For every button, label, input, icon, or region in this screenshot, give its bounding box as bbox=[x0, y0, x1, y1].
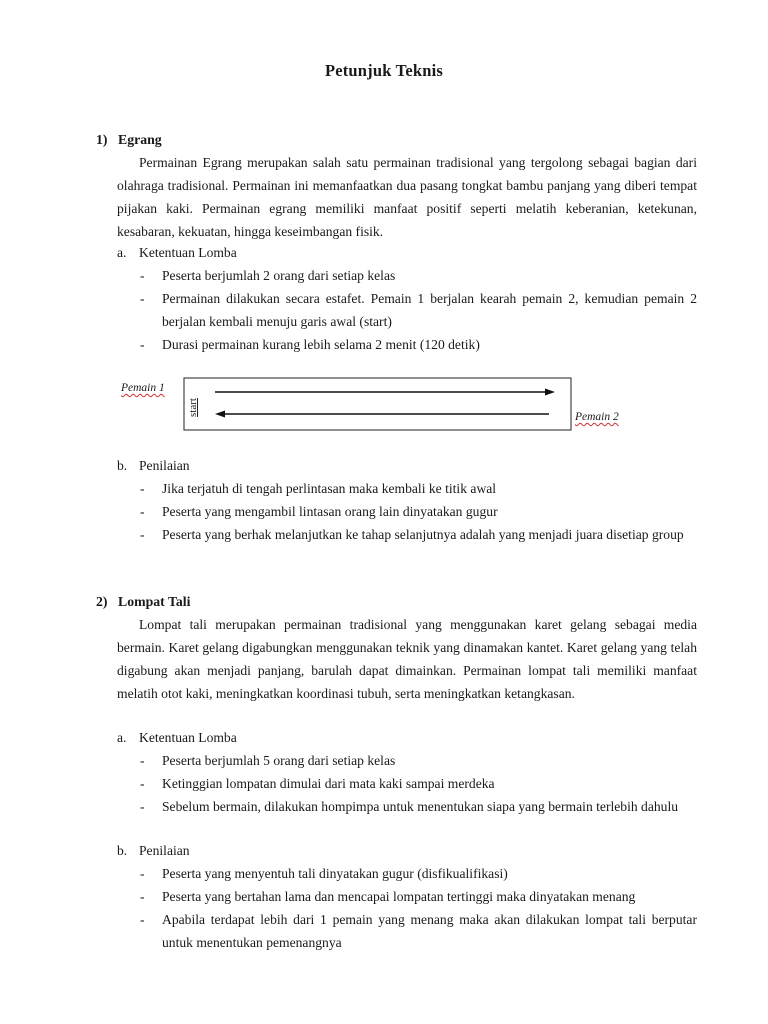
list-item-text: Ketinggian lompatan dimulai dari mata kaki sampai merdeka bbox=[162, 776, 495, 791]
list-item bbox=[140, 523, 697, 546]
section-paragraph: Lompat tali merupakan permainan tradisional yang menggunakan karet gelang sebagai media bermain. Karet gelang digabungkan menggunakan teknik yang dinamakan kantet. Karet gelang yang telah digabung akan menjadi panjang, barulah dapat dimainkan. Permainan lompat tali memiliki manfaat melatih otot kaki, meningkatkan koordinasi tubuh, serta meningkatkan ketangkasan. bbox=[117, 617, 697, 701]
player-1-text: Pemain 1 bbox=[121, 382, 165, 394]
bullet-dash: - bbox=[140, 866, 145, 881]
list-item bbox=[140, 264, 697, 287]
player-2-label bbox=[575, 411, 619, 423]
bullet-dash: - bbox=[140, 776, 145, 791]
subsection-penilaian bbox=[117, 458, 190, 474]
subsection-title: Ketentuan Lomba bbox=[139, 245, 237, 260]
list-item-text: Apabila terdapat lebih dari 1 pemain yang menang maka akan dilakukan lompat tali berputar untuk menentukan pemenangnya bbox=[162, 912, 697, 950]
player-2-text: Pemain 2 bbox=[575, 411, 619, 423]
list-item-text: Peserta yang bertahan lama dan mencapai lompatan tertinggi maka dinyatakan menang bbox=[162, 889, 636, 904]
list-item bbox=[140, 908, 697, 954]
bullet-dash: - bbox=[140, 753, 145, 768]
subsection-label: b. bbox=[117, 843, 128, 858]
list-item bbox=[140, 772, 697, 795]
list-item bbox=[140, 477, 697, 500]
bullet-dash: - bbox=[140, 912, 145, 927]
list-item-text: Permainan dilakukan secara estafet. Pemain 1 berjalan kearah pemain 2, kemudian pemain 2 berjalan kembali menuju garis awal (start) bbox=[162, 291, 697, 329]
list-item-text: Peserta berjumlah 2 orang dari setiap kelas bbox=[162, 268, 396, 283]
list-item bbox=[140, 287, 697, 333]
subsection-label: a. bbox=[117, 245, 127, 260]
bullet-dash: - bbox=[140, 889, 145, 904]
start-label: start bbox=[187, 398, 199, 417]
list-item bbox=[140, 795, 697, 818]
subsection-label: b. bbox=[117, 458, 128, 473]
list-item-text: Peserta yang mengambil lintasan orang lain dinyatakan gugur bbox=[162, 504, 498, 519]
list-item-text: Sebelum bermain, dilakukan hompimpa untuk menentukan siapa yang bermain terlebih dahulu bbox=[162, 799, 679, 814]
list-item-text: Peserta yang berhak melanjutkan ke tahap selanjutnya adalah yang menjadi juara disetiap group bbox=[162, 527, 684, 542]
list-item-text: Jika terjatuh di tengah perlintasan maka kembali ke titik awal bbox=[162, 481, 497, 496]
arrow-left-head bbox=[215, 411, 225, 418]
subsection-penilaian bbox=[117, 843, 190, 859]
bullet-dash: - bbox=[140, 799, 145, 814]
bullet-dash: - bbox=[140, 481, 145, 496]
section-heading-lompat-tali bbox=[96, 594, 190, 610]
bullet-dash: - bbox=[140, 527, 145, 542]
list-item-text: Durasi permainan kurang lebih selama 2 menit (120 detik) bbox=[162, 337, 480, 352]
arrow-right-head bbox=[545, 389, 555, 396]
list-item-text: Peserta berjumlah 5 orang dari setiap kelas bbox=[162, 753, 396, 768]
bullet-dash: - bbox=[140, 268, 145, 283]
bullet-dash: - bbox=[140, 337, 145, 352]
section-number: 2) bbox=[96, 594, 108, 609]
bullet-dash: - bbox=[140, 504, 145, 519]
list-item bbox=[140, 333, 697, 356]
track-box bbox=[184, 378, 571, 430]
page-title: Petunjuk Teknis bbox=[324, 61, 444, 80]
section-title: Lompat Tali bbox=[118, 594, 191, 609]
subsection-title: Penilaian bbox=[139, 843, 190, 858]
section-paragraph: Permainan Egrang merupakan salah satu permainan tradisional yang tergolong sebagai bagian dari olahraga tradisional. Permainan ini memanfaatkan dua pasang tongkat bambu panjang yang diberi tempat pijakan kaki. Permainan egrang memiliki manfaat positif seperti melatih keberanian, ketekunan, kesabaran, kekuatan, hingga keseimbangan fisik. bbox=[117, 155, 697, 239]
bullet-dash: - bbox=[140, 291, 145, 306]
section-heading-egrang bbox=[96, 132, 162, 148]
subsection-ketentuan bbox=[117, 245, 237, 261]
section-number: 1) bbox=[96, 132, 108, 147]
list-item bbox=[140, 862, 697, 885]
section-title: Egrang bbox=[118, 132, 162, 147]
list-item-text: Peserta yang menyentuh tali dinyatakan gugur (disfikualifikasi) bbox=[162, 866, 508, 881]
relay-diagram bbox=[117, 372, 637, 436]
subsection-ketentuan bbox=[117, 730, 237, 746]
subsection-title: Penilaian bbox=[139, 458, 190, 473]
list-item bbox=[140, 749, 697, 772]
subsection-label: a. bbox=[117, 730, 127, 745]
list-item bbox=[140, 885, 697, 908]
player-1-label bbox=[121, 382, 165, 394]
list-item bbox=[140, 500, 697, 523]
subsection-title: Ketentuan Lomba bbox=[139, 730, 237, 745]
